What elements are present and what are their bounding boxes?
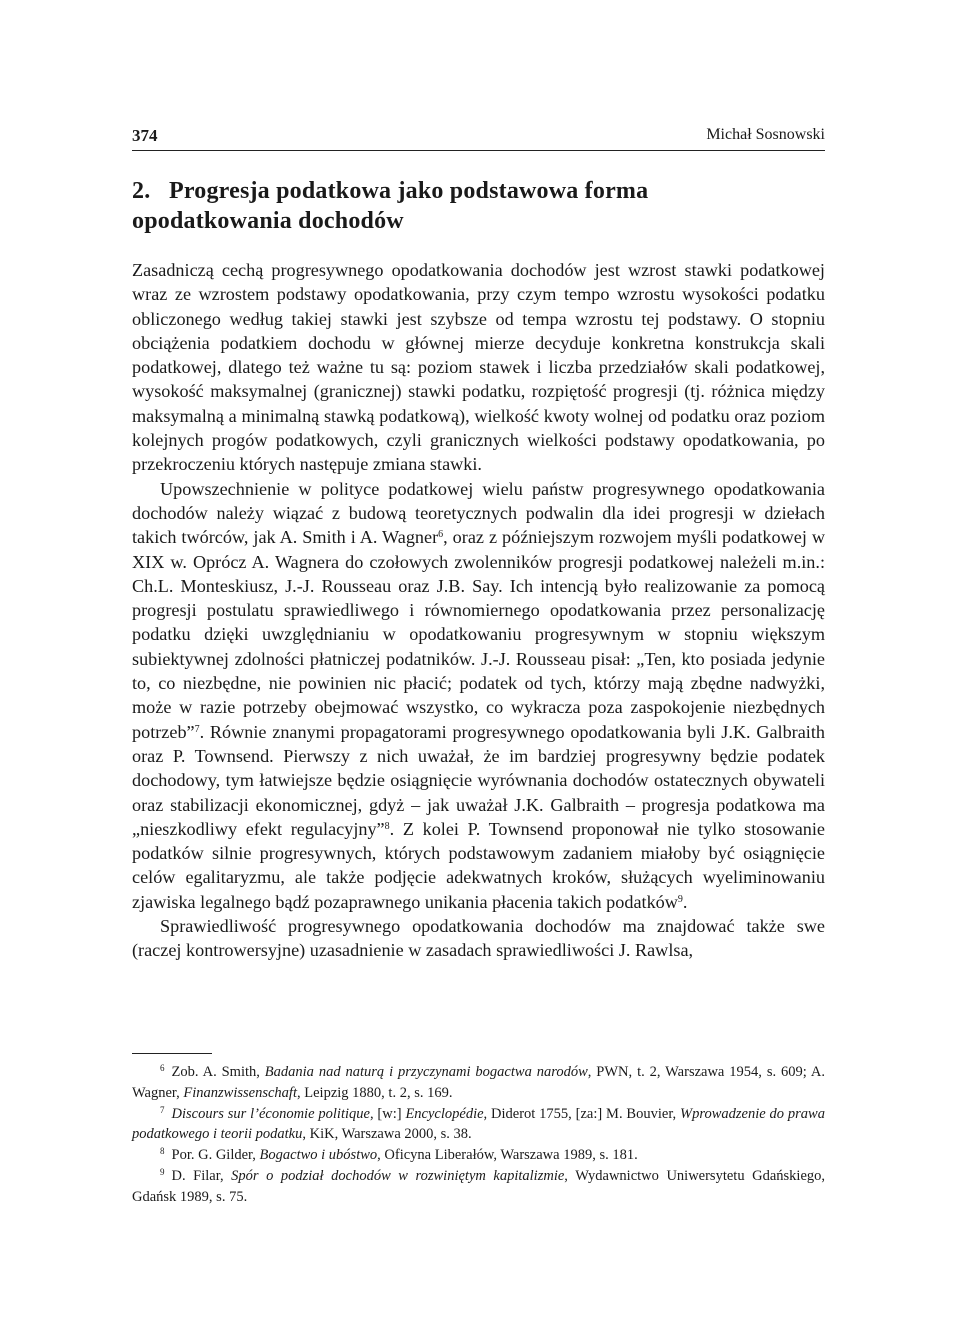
footnote-8 [132, 1145, 825, 1166]
footnote-title: Bogactwo i ubóstwo [259, 1147, 378, 1164]
footnote-mark: 8 [160, 1146, 165, 1157]
footnote-text: , Leipzig 1880, t. 2, s. 169. [297, 1084, 453, 1101]
body-text [132, 258, 825, 963]
footnote-mark: 9 [160, 1166, 165, 1177]
footnotes [132, 1062, 825, 1208]
footnote-ref-7: 7 [194, 723, 200, 735]
section-title-line2: opodatkowania dochodów [132, 208, 404, 234]
footnote-text: Por. G. Gilder, [171, 1147, 260, 1164]
running-header [132, 126, 825, 151]
paragraph-1: Zasadniczą cechą progresywnego opodatkowania dochodów jest wzrost stawki podatkowej wraz ze wzrostem podstawy opodatkowania, przy czym tempo wzrostu wysokości podatku obliczonego według takiej stawki jest szybsze od tempa wzrostu tej podstawy. O stopniu obciążenia podatkiem dochodu w głównej mierze decyduje konkretna konstrukcja skali podatkowej, dlatego też ważne tu są: poziom stawek i liczba przedziałów skali podatkowej, wysokość maksymalnej (granicznej) stawki podatku, rozpiętość progresji (tj. różnica między maksymalną a minimalną stawką podatkową), wielkość kwoty wolnej od podatku oraz poziom kolejnych progów podatkowych, czyli granicznych wielkości podstawy opodatkowania, po przekroczeniu których następuje zmiana stawki. [132, 260, 825, 475]
running-header-author: Michał Sosnowski [706, 126, 825, 143]
footnote-text: , Oficyna Liberałów, Warszawa 1989, s. 181. [377, 1147, 638, 1164]
footnote-title: Finanzwissenschaft [183, 1084, 297, 1101]
footnote-9 [132, 1166, 825, 1208]
paragraph-2-part: . Równie znanymi propagatorami progresywnego opodatkowania byli J.K. Galbraith oraz P. Townsend. Pierwszy z nich uważał, że im bardziej progresywny będzie podatek dochodowy, tym łatwiejsze będzie osiągnięcie wyrównania dochodów ostatecznych obywateli oraz stabilizacji ekonomicznej, gdyż – jak uważał J.K. Galbraith – progresja podatkowa ma „nieszkodliwy efekt regulacyjny” [132, 721, 825, 839]
footnote-title: Spór o podział dochodów w rozwiniętym kapitalizmie [231, 1167, 565, 1184]
paragraph-2 [132, 477, 825, 914]
footnote-text: , Wydawnictwo Uniwersytetu Gdańskiego, Gdańsk 1989, s. 75. [132, 1167, 826, 1205]
paragraph-3: Sprawiedliwość progresywnego opodatkowania dochodów ma znajdować także swe (raczej kontrowersyjne) uzasadnienie w zasadach sprawiedliwości J. Rawlsa, [132, 916, 825, 961]
footnote-text: D. Filar, [171, 1167, 232, 1184]
footnote-ref-8: 8 [384, 820, 390, 832]
footnote-6 [132, 1062, 825, 1104]
footnote-title: Badania nad naturą i przyczynami bogactwa narodów [264, 1064, 588, 1080]
section-number: 2. [132, 178, 151, 204]
footnote-mark: 6 [160, 1063, 165, 1073]
footnote-title: Encyclopédie [405, 1105, 484, 1122]
paragraph-2-part: , oraz z późniejszym rozwojem myśli podatkowej w XIX w. Oprócz A. Wagnera do czołowych zwolenników progresji podatkowej należeli m.in.: Ch.L. Monteskiusz, J.-J. Rousseau oraz J.B. Say. Ich intencją było realizowanie za pomocą progresji postulatu sprawiedliwego i równomiernego opodatkowania przez personalizację podatku dzięki uwzględnianiu w opodatkowaniu progresywnym w stopniu większym subiektywnej zdolności płatniczej podatników. J.-J. Rousseau pisał: „Ten, kto posiada jedynie to, co niezbędne, nie powinien nic płacić; podatek od tych, którzy mają zbędne nadwyżki, może w razie potrzeby obejmować wszystko, co wykracza poza zaspokojenie niezbędnych potrzeb” [132, 527, 825, 742]
paragraph-2-part: Upowszechnienie w polityce podatkowej wielu państw progresywnego opodatkowania dochodów należy wiązać z budową teoretycznych podwalin dla idei progresji w dziełach takich twórców, jak A. Smith i A. Wagner [132, 478, 825, 548]
footnote-ref-9: 9 [677, 893, 683, 905]
footnote-7 [132, 1104, 825, 1146]
footnote-text: Zob. A. Smith, [171, 1064, 265, 1080]
footnote-text: , KiK, Warszawa 2000, s. 38. [302, 1126, 472, 1143]
paragraph-2-part: . [682, 891, 688, 912]
section-title-line1: Progresja podatkowa jako podstawowa forma [169, 178, 649, 204]
footnote-separator [132, 1053, 212, 1054]
footnote-text: , PWN, t. 2, Warszawa 1954, s. 609; A. Wagner, [132, 1064, 825, 1101]
footnote-text: , [w:] [369, 1105, 406, 1122]
section-heading [132, 176, 825, 236]
footnote-title: Wprowadzenie do prawa podatkowego i teorii podatku [132, 1105, 825, 1143]
footnote-mark: 7 [160, 1104, 165, 1115]
footnote-ref-6: 6 [438, 529, 444, 541]
footnote-title: Discours sur l’économie politique [171, 1105, 370, 1122]
page-number: 374 [132, 126, 158, 145]
footnote-text: , Diderot 1755, [za:] M. Bouvier, [483, 1105, 681, 1122]
paragraph-2-part: . Z kolei P. Townsend proponował nie tylko stosowanie podatków silnie progresywnych, których podstawowym zadaniem miałoby być osiągnięcie celów egalitaryzmu, ale także podjęcie adekwatnych kroków, służących wyeliminowaniu zjawiska legalnego bądź pozaprawnego unikania płacenia takich podatków [132, 818, 825, 912]
